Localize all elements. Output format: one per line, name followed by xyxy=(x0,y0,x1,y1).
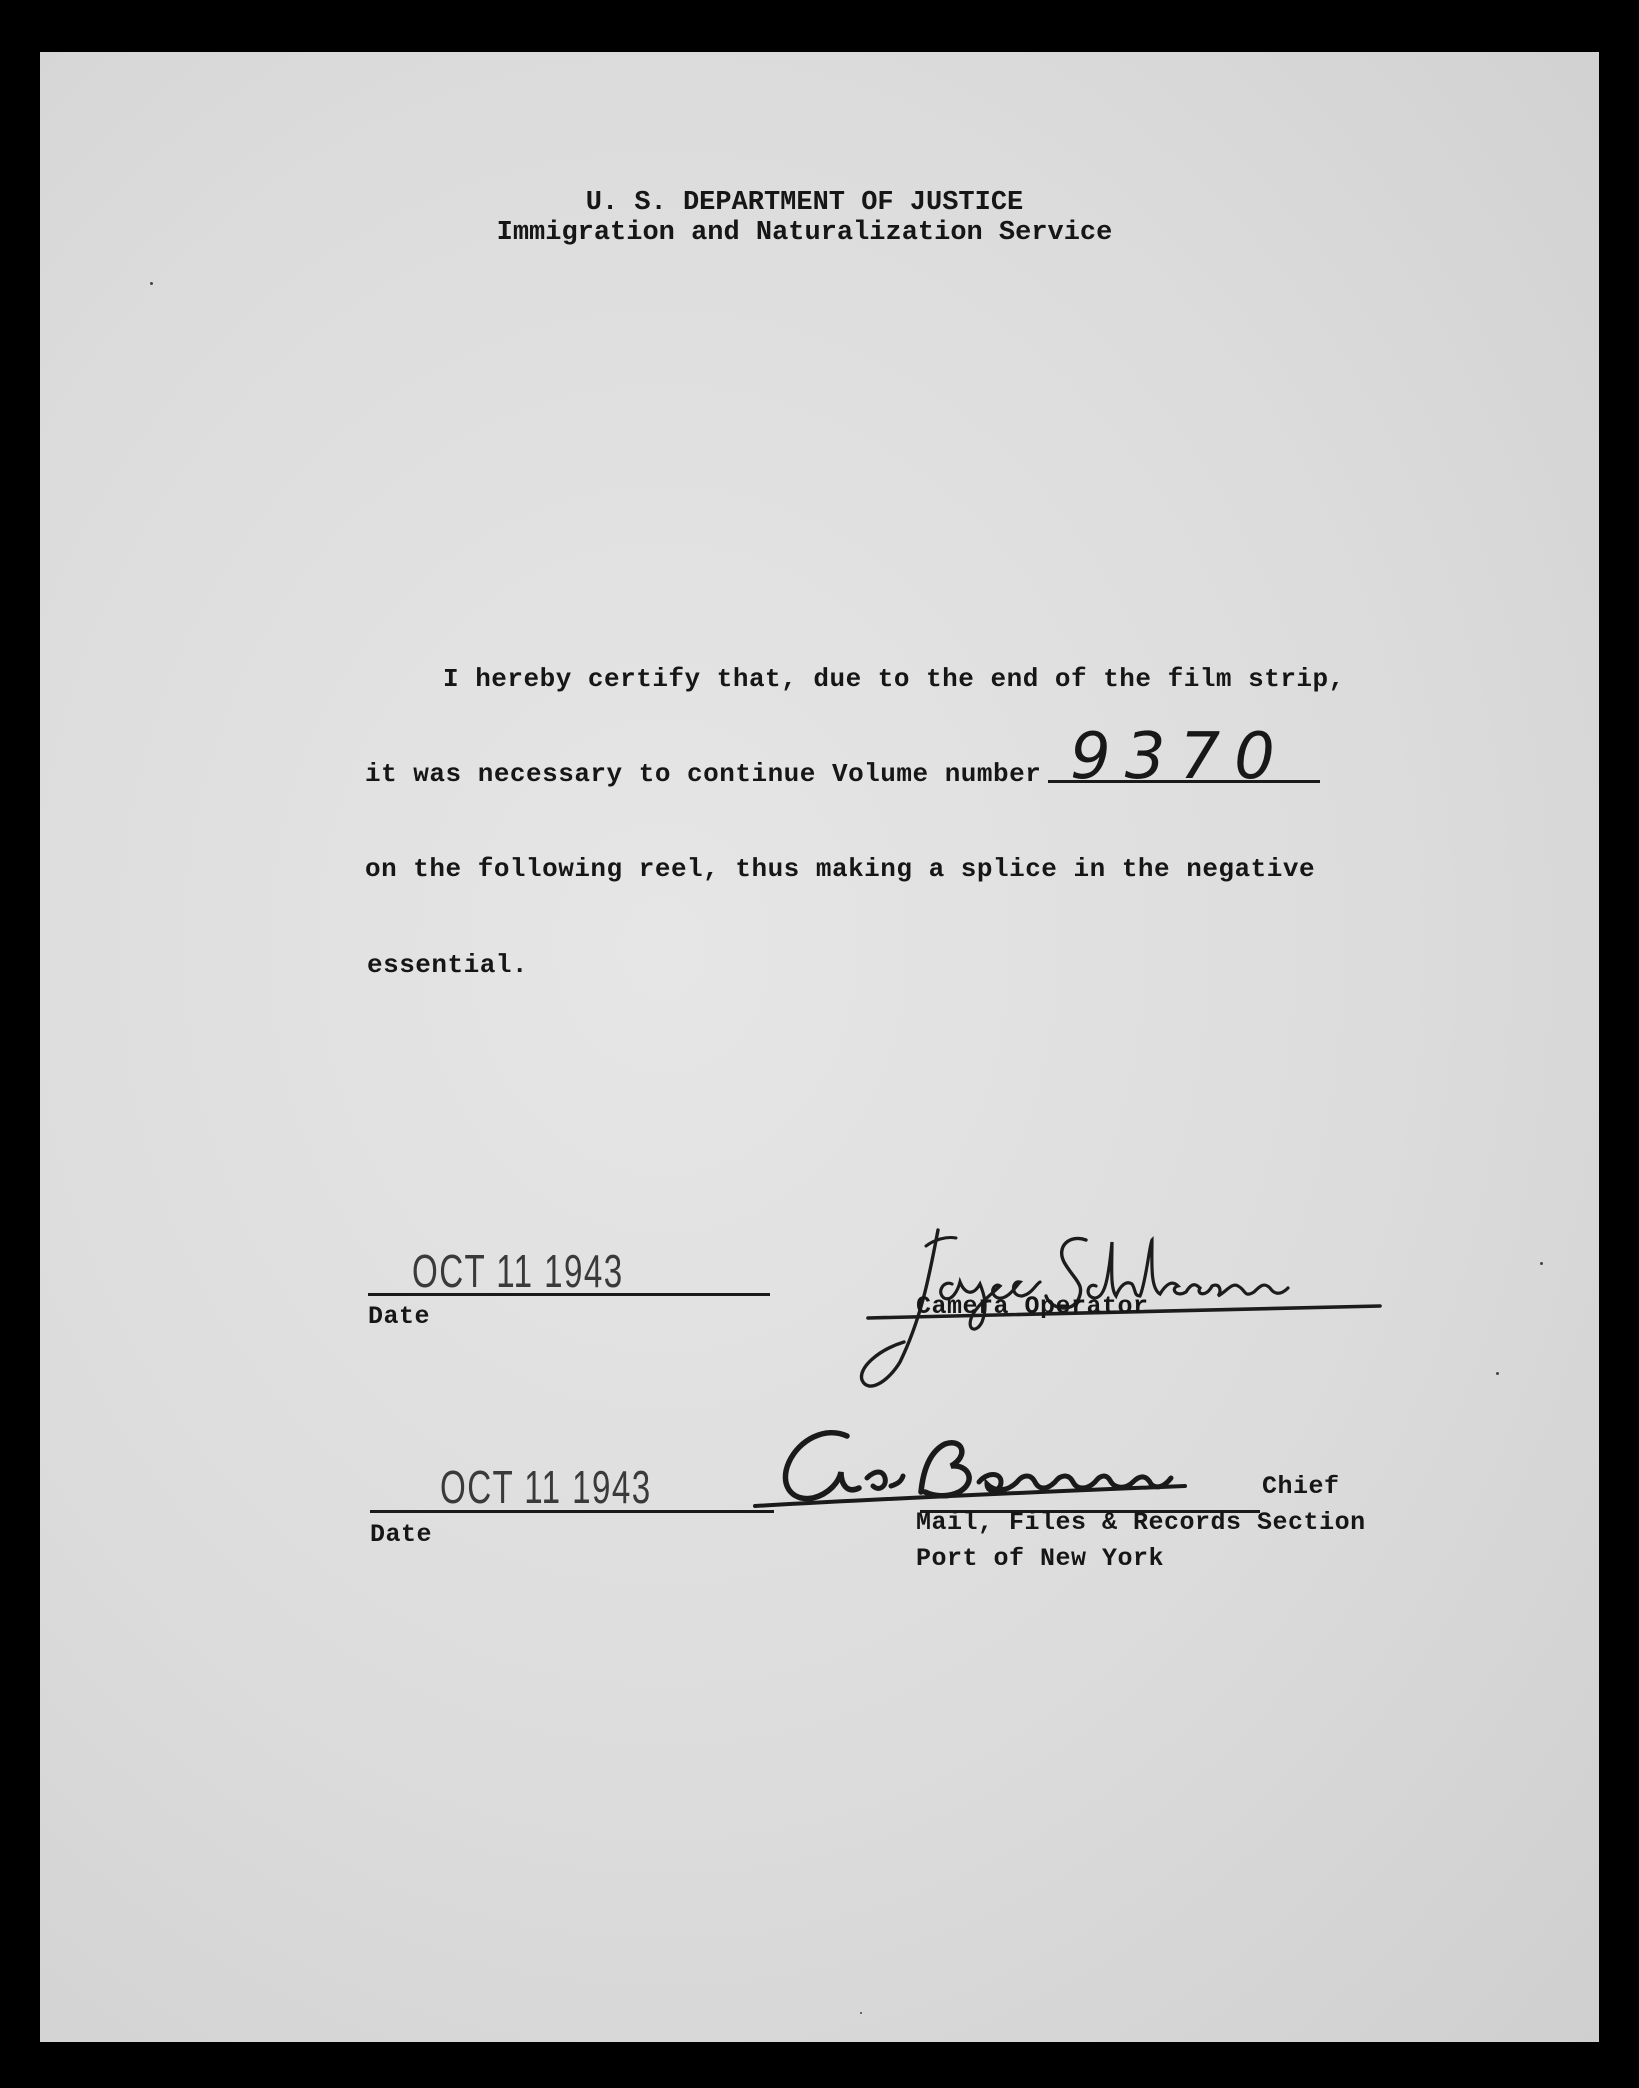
certification-line-3: on the following reel, thus making a splice in the negative xyxy=(365,854,1316,884)
service-heading: Immigration and Naturalization Service xyxy=(496,218,1113,248)
camera-operator-title: Camera Operator xyxy=(916,1292,1149,1321)
chief-date-stamp: OCT 11 1943 xyxy=(440,1461,652,1513)
volume-number-underline xyxy=(1048,780,1320,783)
camera-operator-date-line xyxy=(368,1293,770,1296)
chief-signature xyxy=(755,1412,1315,1522)
paper-speck xyxy=(150,282,153,285)
volume-number: 9370 xyxy=(1070,720,1289,794)
chief-location: Port of New York xyxy=(916,1544,1165,1573)
camera-operator-date-label: Date xyxy=(368,1302,431,1331)
chief-title: Chief xyxy=(1262,1472,1340,1501)
paper-speck xyxy=(1540,1262,1543,1265)
department-heading: U. S. DEPARTMENT OF JUSTICE xyxy=(585,188,1024,218)
chief-date-line xyxy=(370,1510,774,1513)
chief-date-label: Date xyxy=(370,1520,433,1549)
certification-line-1: I hereby certify that, due to the end of the film strip, xyxy=(443,664,1345,694)
paper-speck xyxy=(1496,1372,1499,1375)
document-page xyxy=(40,52,1599,2042)
certification-line-4: essential. xyxy=(367,950,529,980)
paper-speck xyxy=(860,2012,862,2014)
certification-line-2: it was necessary to continue Volume number xyxy=(365,759,1042,789)
camera-operator-date-stamp: OCT 11 1943 xyxy=(412,1245,624,1297)
chief-section-name: Mail, Files & Records Section xyxy=(916,1508,1366,1537)
